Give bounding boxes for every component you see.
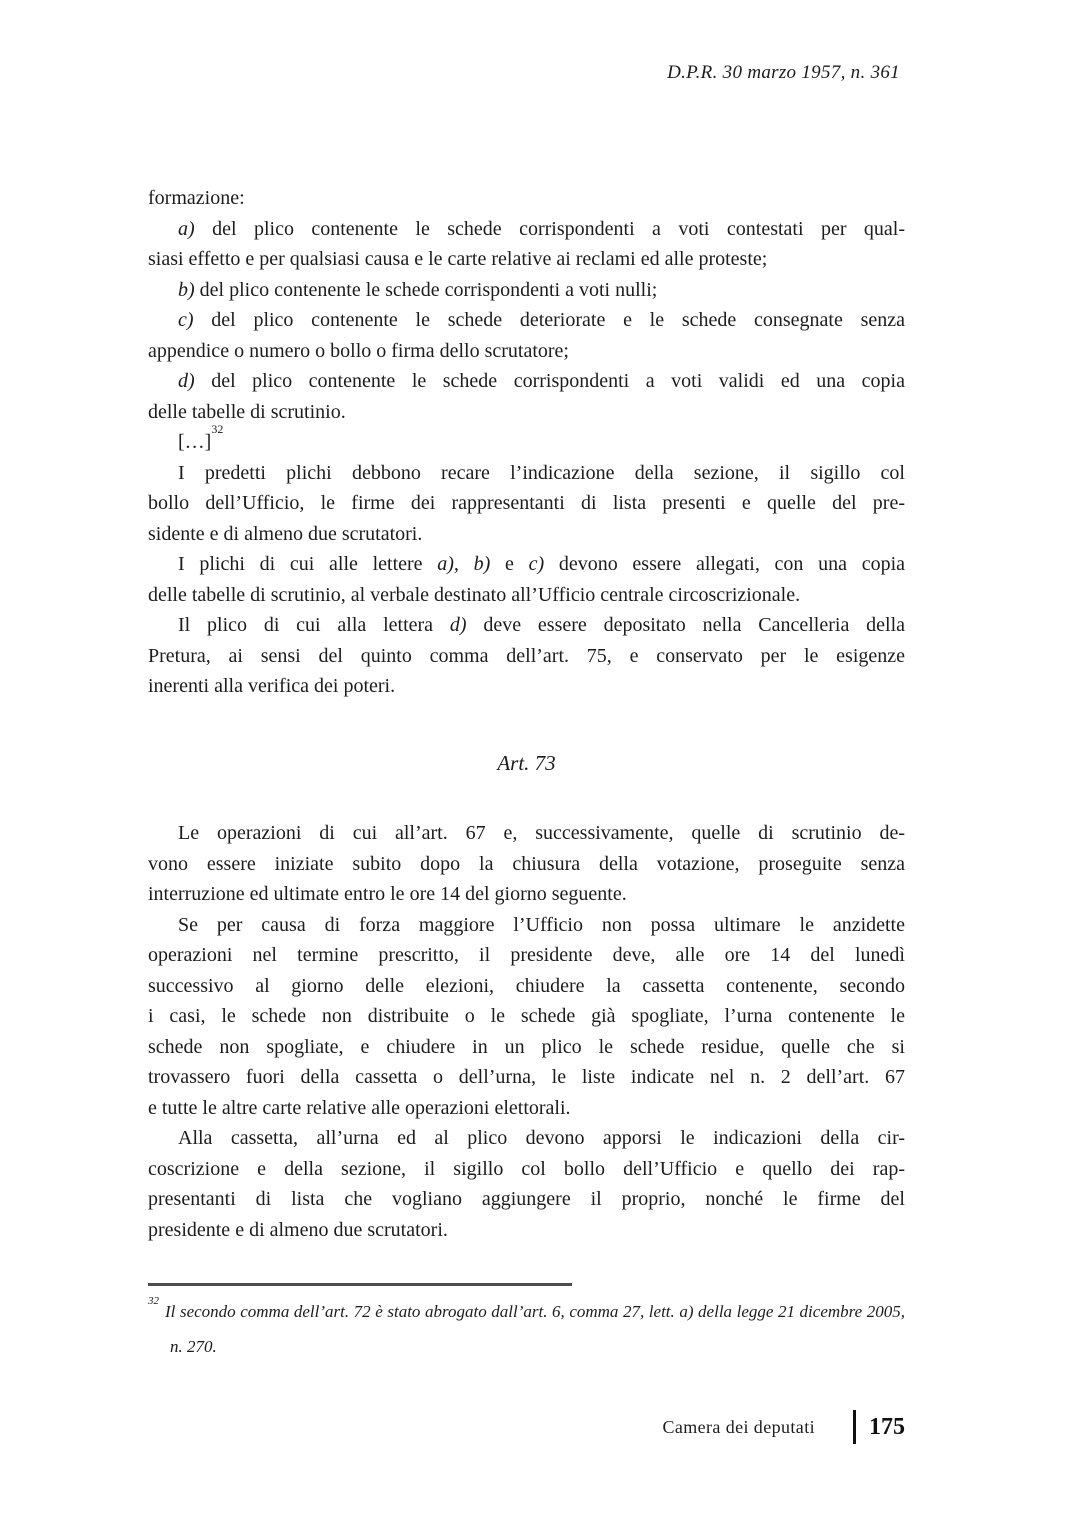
text-line: sidente e di almeno due scrutatori.: [148, 522, 423, 545]
footnote-lines: [148, 1294, 905, 1364]
text-line: inerenti alla verifica dei poteri.: [148, 675, 396, 697]
text-line: operazioni nel termine prescritto, il presidente deve, alle ore 14 del lunedì: [148, 944, 905, 966]
text-line: b) del plico contenente le schede corrispondenti a voti nulli;: [178, 278, 658, 301]
text-line: […]$^{32}$: [178, 422, 224, 453]
footer-label: Camera dei deputati: [662, 1416, 815, 1437]
article-heading: Art. 73: [497, 750, 556, 775]
text-line: i casi, le schede non distribuite o le schede già spogliate, l’urna contenente le: [148, 1005, 905, 1027]
paragraph: [148, 458, 905, 550]
text-line: schede non spogliate, e chiudere in un plico le schede residue, quelle che si: [148, 1035, 905, 1058]
text-line: formazione:: [148, 187, 245, 209]
page-footer: [662, 1410, 905, 1444]
text-line: I plichi di cui alle lettere a), b) e c) devono essere allegati, con una copia: [178, 553, 905, 575]
paragraph: [148, 305, 905, 366]
footnote-line: n. 270.: [170, 1337, 217, 1356]
text-line: delle tabelle di scrutinio.: [148, 400, 346, 423]
text-line: bollo dell’Ufficio, le firme dei rappresentanti di lista presenti e quelle del pre-: [148, 492, 905, 514]
footnote-line: $^{32}$Il secondo comma dell’art. 72 è stato abrogato dall’art. 6, comma 27, lett. a) della legge 21 dicembre 2005,: [148, 1295, 905, 1321]
text-line: siasi effetto e per qualsiasi causa e le carte relative ai reclami ed alle proteste;: [148, 248, 768, 270]
text-line: I predetti plichi debbono recare l’indicazione della sezione, il sigillo col: [178, 461, 905, 484]
paragraph: [148, 910, 905, 1124]
text-line: vono essere iniziate subito dopo la chiusura della votazione, proseguite senza: [148, 852, 905, 875]
paragraph: [148, 422, 905, 458]
paragraph: [148, 818, 905, 910]
text-line: trovassero fuori della cassetta o dell’urna, le liste indicate nel n. 2 dell’art. 67: [148, 1066, 905, 1088]
footnote-marker: 32: [148, 1295, 159, 1308]
text-line: coscrizione e della sezione, il sigillo col bollo dell’Ufficio e quello dei rap-: [148, 1157, 905, 1180]
paragraph: [148, 275, 905, 306]
paragraph: [148, 366, 905, 427]
text-line: appendice o numero o bollo o firma dello scrutatore;: [148, 339, 569, 362]
footnote: [148, 1294, 905, 1364]
footnote-rule: [148, 1283, 572, 1286]
text-line: Le operazioni di cui all’art. 67 e, successivamente, quelle di scrutinio de-: [178, 822, 905, 844]
paragraph: [148, 183, 905, 214]
text-line: successivo al giorno delle elezioni, chiudere la cassetta contenente, secondo: [148, 974, 905, 997]
footer-divider: [853, 1410, 856, 1444]
running-header: D.P.R. 30 marzo 1957, n. 361: [667, 62, 900, 83]
text-line: e tutte le altre carte relative alle operazioni elettorali.: [148, 1096, 571, 1119]
page-number: 175: [869, 1413, 905, 1440]
text-line: Il plico di cui alla lettera d) deve essere depositato nella Cancelleria della: [178, 614, 905, 636]
text-line: Alla cassetta, all’urna ed al plico devono apporsi le indicazioni della cir-: [178, 1127, 905, 1149]
body-blocks: [148, 183, 905, 1245]
paragraph: [148, 610, 905, 702]
paragraph: [148, 549, 905, 610]
text-line: Se per causa di forza maggiore l’Ufficio non possa ultimare le anzidette: [178, 913, 905, 936]
text-line: d) del plico contenente le schede corrispondenti a voti validi ed una copia: [178, 370, 905, 392]
text-line: interruzione ed ultimate entro le ore 14 del giorno seguente.: [148, 883, 627, 905]
paragraph: [148, 1123, 905, 1245]
text-line: presentanti di lista che vogliano aggiungere il proprio, nonché le firme del: [148, 1188, 905, 1210]
text-line: Pretura, ai sensi del quinto comma dell’art. 75, e conservato per le esigenze: [148, 644, 905, 667]
text-line: c) del plico contenente le schede deteriorate e le schede consegnate senza: [178, 309, 905, 331]
text-line: delle tabelle di scrutinio, al verbale destinato all’Ufficio centrale circoscrizionale.: [148, 583, 801, 606]
text-line: a) del plico contenente le schede corrispondenti a voti contestati per qual-: [178, 217, 905, 240]
paragraph: [148, 214, 905, 275]
text-line: presidente e di almeno due scrutatori.: [148, 1218, 448, 1241]
